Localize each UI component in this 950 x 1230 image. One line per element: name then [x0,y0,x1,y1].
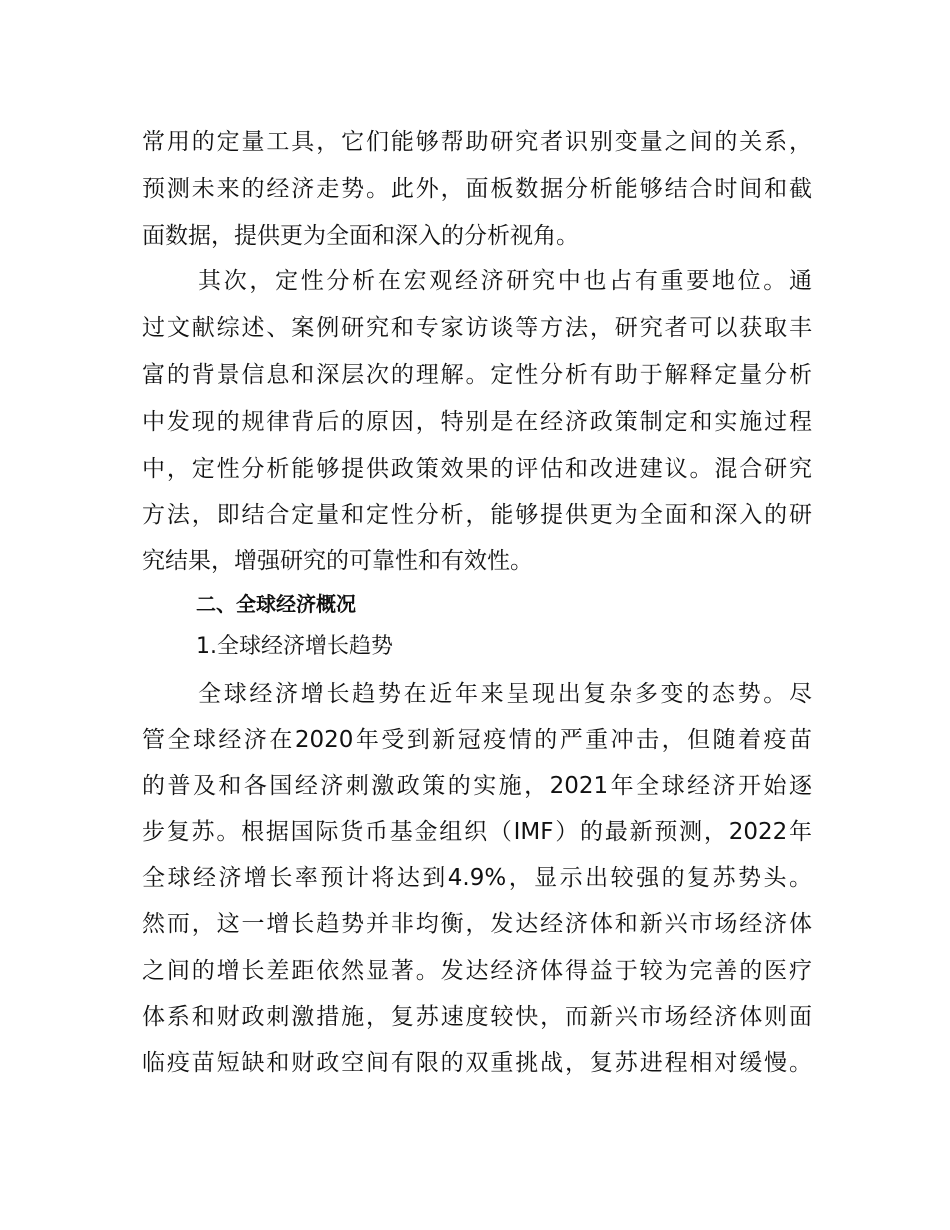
text-line: 其次，定性分析在宏观经济研究中也占有重要地位。通 [198,268,812,294]
text-line: 富的背景信息和深层次的理解。定性分析有助于解释定量分析 [142,362,812,388]
text-line: 管全球经济在2020年受到新冠疫情的严重冲击，但随着疫苗 [142,727,812,753]
text-line: 常用的定量工具，它们能够帮助研究者识别变量之间的关系， [142,129,812,155]
text-line: 过文献综述、案例研究和专家访谈等方法，研究者可以获取丰 [142,315,812,341]
text-line: 面数据，提供更为全面和深入的分析视角。 [142,223,579,249]
text-line: 临疫苗短缺和财政空间有限的双重挑战，复苏进程相对缓慢。 [142,1050,812,1076]
text-line: 全球经济增长趋势在近年来呈现出复杂多变的态势。尽 [198,681,812,707]
text-line: 步复苏。根据国际货币基金组织（IMF）的最新预测，2022年 [142,819,812,845]
text-line: 体系和财政刺激措施，复苏速度较快，而新兴市场经济体则面 [142,1004,812,1030]
section-heading: 二、全球经济概况 [196,592,356,616]
text-line: 全球经济增长率预计将达到4.9%，显示出较强的复苏势头。 [142,865,812,891]
text-line: 中发现的规律背后的原因，特别是在经济政策制定和实施过程 [142,409,812,435]
text-line: 方法，即结合定量和定性分析，能够提供更为全面和深入的研 [142,502,812,528]
text-line: 究结果，增强研究的可靠性和有效性。 [142,548,533,574]
text-line: 预测未来的经济走势。此外，面板数据分析能够结合时间和截 [142,176,812,202]
text-line: 之间的增长差距依然显著。发达经济体得益于较为完善的医疗 [142,958,812,984]
text-line: 的普及和各国经济刺激政策的实施，2021年全球经济开始逐 [142,773,812,799]
subsection-heading: 1.全球经济增长趋势 [196,634,393,659]
text-line: 中，定性分析能够提供政策效果的评估和改进建议。混合研究 [142,456,812,482]
text-line: 然而，这一增长趋势并非均衡，发达经济体和新兴市场经济体 [142,911,812,937]
